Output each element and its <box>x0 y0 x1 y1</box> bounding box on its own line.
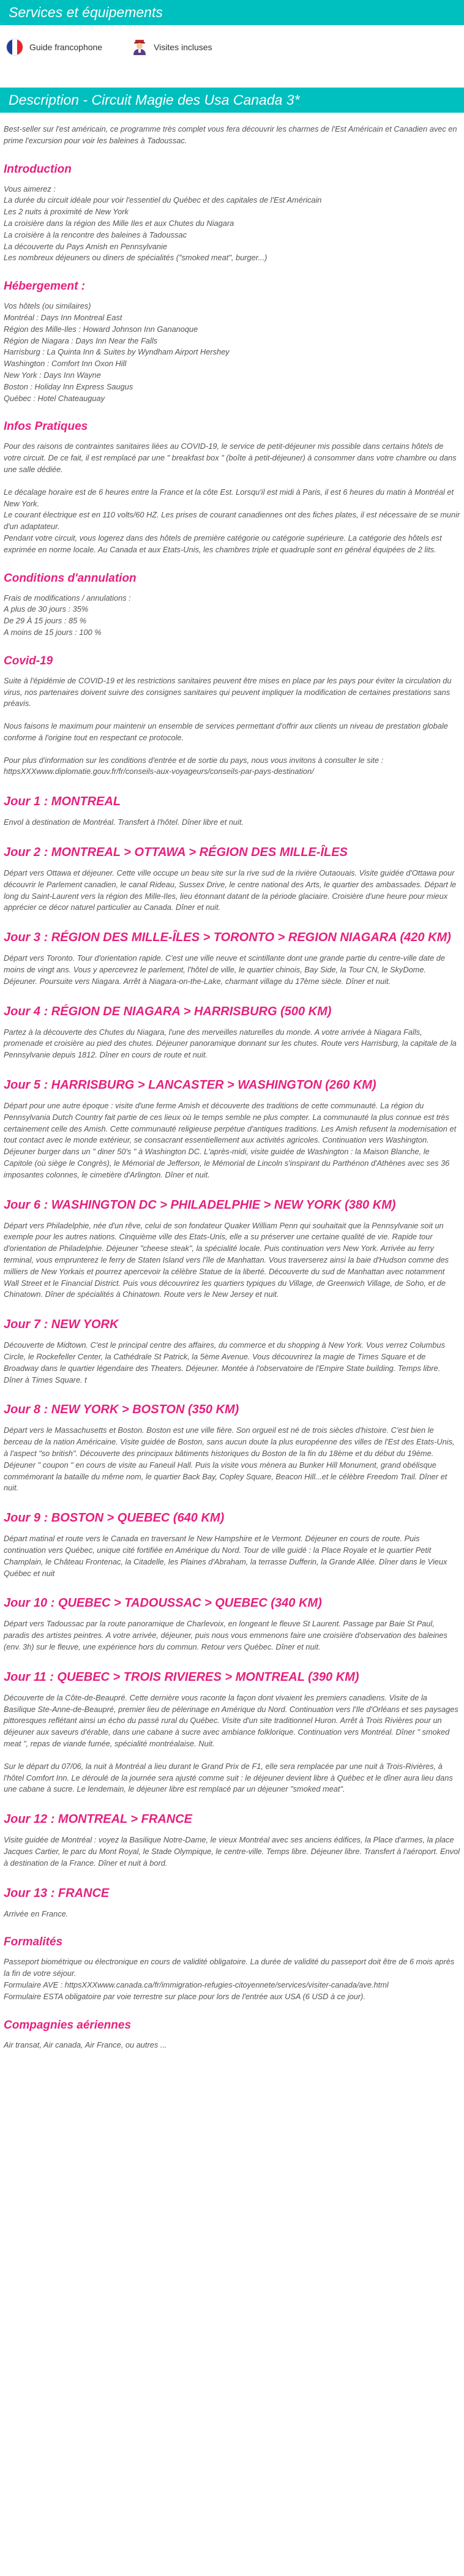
service-guide <box>6 39 102 56</box>
infos-timezone: Le décalage horaire est de 6 heures entre la France et la côte Est. Lorsqu'il est midi à Paris, il est 6 heures du matin à Montréal et New York. <box>4 487 454 508</box>
annulation-line: Frais de modifications / annulations : <box>4 593 131 603</box>
day-text: Départ vers Philadelphie, née d'un rêve, celui de son fondateur Quaker William Penn qui souhaitait que la Pennsylvanie soit un exemple pour les autres nations. Cinquième ville des Etats-Unis, elle a su préserver une certaine qualité de vie. Rapide tour d'orientation de Philadelphie. Déjeuner "cheese steak", la spécialité locale. Puis continuation vers New York. Arrivée au ferry terminal, vous emprunterez le ferry de Staten Island vers l'île de Manhattan. Vous traverserez ainsi la baie d'Hudson comme des milliers de New Yorkais et pourrez apercevoir la célèbre Statue de la liberté. Découverte du sud de Manhattan avec notamment Wall Street et le Financial District. Puis vous découvrirez les quartiers typiques du Village, de Greenwich Village, de Soho, et de Chinatown. Dîner de spécialités à Chinatown. Route vers le New Jersey et nuit. <box>4 1220 449 1299</box>
hebergement-list <box>4 301 460 404</box>
day-title: Jour 11 : QUEBEC > TROIS RIVIERES > MONTREAL (390 KM) <box>4 1670 359 1684</box>
compagnies-text: Air transat, Air canada, Air France, ou autres ... <box>4 2040 167 2049</box>
day-text: Départ vers le Massachusetts et Boston. Boston est une ville fière. Son orgueil est né de trois siècles d'histoire. C'est bien le berceau de la nation Américaine. Visite guidée de Boston, sans aucun doute la plus européenne des villes de l'Est des Etats-Unis, à l'aspect "so british". Découverte des principaux bâtiments historiques du Boston de la fin du 18ème et du début du 19ème. Déjeuner " coupon " en cours de visite au Faneuil Hall. Puis la visite vous mènera au Bunker Hill Monument, grand obélisque commémorant la bataille du même nom, le quartier Back Bay, Copley Square, Beacon Hill...et le célèbre Freedom Trail. Dîner et nuit. <box>4 1425 455 1493</box>
day-text: Envol à destination de Montréal. Transfert à l'hôtel. Dîner libre et nuit. <box>4 817 244 827</box>
day-title: Jour 4 : RÉGION DE NIAGARA > HARRISBURG (500 KM) <box>4 1004 332 1018</box>
day-title: Jour 2 : MONTREAL > OTTAWA > RÉGION DES MILLE-ÎLES <box>4 846 348 860</box>
day-title: Jour 5 : HARRISBURG > LANCASTER > WASHINGTON (260 KM) <box>4 1078 376 1092</box>
covid-link: httpsXXXwww.diplomatie.gouv.fr/fr/conseils-aux-voyageurs/conseils-par-pays-destination/ <box>4 767 314 776</box>
hotel-line: Montréal : Days Inn Montreal East <box>4 312 122 322</box>
hotel-line: Région de Niagara : Days Inn Near the Falls <box>4 336 158 345</box>
services-list <box>0 25 464 70</box>
infos-electricity: Le courant électrique est en 110 volts/60 HZ. Les prises de courant canadiennes ont des fiches plates, il est nécessaire de se munir d'un adaptateur. <box>4 510 460 531</box>
day-title: Jour 12 : MONTREAL > FRANCE <box>4 1812 192 1827</box>
day-title: Jour 7 : NEW YORK <box>4 1318 119 1332</box>
day-text: Arrivée en France. <box>4 1909 69 1918</box>
content <box>0 124 464 2051</box>
introduction-heading: Introduction <box>4 162 72 176</box>
service-visits <box>132 39 212 56</box>
guide-person-icon <box>132 39 148 56</box>
hotel-line: Vos hôtels (ou similaires) <box>4 301 91 311</box>
covid-restrictions: Suite à l'épidémie de COVID-19 et les restrictions sanitaires peuvent être mises en place par les pays pour éviter la circulation du virus, nos partenaires doivent suivre des consignes sanitaires qui peuvent impliquer la modification de certaines prestations sans préavis. <box>4 675 452 708</box>
covid-heading: Covid-19 <box>4 654 53 667</box>
france-flag-icon <box>6 39 23 56</box>
day-text: Partez à la découverte des Chutes du Niagara, l'une des merveilles naturelles du monde. A votre arrivée à Niagara Falls, promenade et croisière au pied des chutes. Déjeuner panoramique donnant sur les chutes. Route vers Harrisburg, la capitale de la Pennsylvanie depuis 1812. Dîner en cours de route et nuit. <box>4 1027 457 1060</box>
day-title: Jour 3 : RÉGION DES MILLE-ÎLES > TORONTO > REGION NIAGARA (420 KM) <box>4 931 451 945</box>
day-title: Jour 6 : WASHINGTON DC > PHILADELPHIE > NEW YORK (380 KM) <box>4 1198 396 1212</box>
formalite-line: Formulaire AVE : httpsXXXwww.canada.ca/fr/immigration-refugies-citoyennete/services/visiter-canada/ave.html <box>4 1980 389 1989</box>
introduction-line: La croisière dans la région des Mille Iles et aux Chutes du Niagara <box>4 218 234 228</box>
description-intro: Best-seller sur l'est américain, ce programme très complet vous fera découvrir les charmes de l'Est Américain et Canadien avec en prime l'excursion pour voir les baleines à Tadoussac. <box>4 124 457 145</box>
day-title: Jour 9 : BOSTON > QUEBEC (640 KM) <box>4 1511 225 1525</box>
day-title: Jour 8 : NEW YORK > BOSTON (350 KM) <box>4 1403 239 1417</box>
formalite-line: Formulaire ESTA obligatoire par voie terrestre sur place pour lors de l'entrée aux USA (6 USD à ce jour). <box>4 1991 365 2001</box>
covid-services: Nous faisons le maximum pour maintenir un ensemble de services permettant d'offrir aux clients un niveau de prestation globale conforme à l'origine tout en respectant ce protocole. <box>4 721 448 742</box>
hotel-line: Québec : Hotel Chateauguay <box>4 393 105 403</box>
annulation-heading: Conditions d'annulation <box>4 571 137 585</box>
introduction-line: Les nombreux déjeuners ou diners de spécialités ("smoked meat", burger...) <box>4 253 268 263</box>
introduction-line: La découverte du Pays Amish en Pennsylvanie <box>4 241 167 251</box>
service-guide-label: Guide francophone <box>29 42 103 52</box>
day-text: Départ matinal et route vers le Canada en traversant le New Hampshire et le Vermont. Déjeuner en cours de route. Puis continuation vers Québec, unique cité fortifiée en Amérique du Nord. Tour de ville guidé : la Place Royale et le quartier Petit Champlain, le Château Frontenac, la Citadelle, les Plaines d'Abraham, la terrasse Dufferin, la Grande Allée. Dîner dans le Vieux Québec et nuit <box>4 1534 447 1578</box>
introduction-line: Les 2 nuits à proximité de New York <box>4 207 129 217</box>
hotel-line: Harrisburg : La Quinta Inn & Suites by Wyndham Airport Hershey <box>4 347 230 357</box>
covid-info: Pour plus d'information sur les conditions d'entrée et de sortie du pays, nous vous invitons à consulter le site : <box>4 755 384 765</box>
day-text: Départ vers Toronto. Tour d'orientation rapide. C'est une ville neuve et scintillante dont une grande partie du centre-ville date de moins de vingt ans. Vous y apercevrez le parlement, l'hôtel de ville, le quartier chinois, Bay Side, la Tour CN, le SkyDome. Déjeuner. Poursuite vers Niagara. Arrêt à Niagara-on-the-Lake, charmant village du 17ème siècle. Dîner et nuit. <box>4 953 446 986</box>
day-note: Sur le départ du 07/06, la nuit à Montréal a lieu durant le Grand Prix de F1, elle sera remplacée par une nuit à Trois-Rivières, à l'hôtel Comfort Inn. Le déroulé de la journée sera ajusté comme suit : le déjeuner devient libre à Québec et le dîner aura lieu dans une cabane à sucre. Le lendemain, le déjeuner libre est remplacé par un déjeuner "smoked meat". <box>4 1761 453 1794</box>
annulation-list <box>4 593 460 639</box>
infos-breakfast: Pour des raisons de contraintes sanitaires liées au COVID-19, le service de petit-déjeuner mis possible dans certains hôtels de votre circuit. De ce fait, il est remplacé par une " breakfast box " (boîte à petit-déjeuner) à consommer dans votre chambre ou dans une salle dédiée. <box>4 441 457 474</box>
day-title: Jour 10 : QUEBEC > TADOUSSAC > QUEBEC (340 KM) <box>4 1596 322 1610</box>
day-text: Départ vers Tadoussac par la route panoramique de Charlevoix, en longeant le fleuve St Laurent. Passage par Baie St Paul, paradis des artistes peintres. A votre arrivée, déjeuner, puis nous vous emmenons faire une croisière d'observation des baleines (env. 3h) sur le fleuve, une expérience hors du commun. Retour vers Québec. Dîner et nuit. <box>4 1619 447 1651</box>
annulation-line: De 29 À 15 jours : 85 % <box>4 616 87 626</box>
introduction-line: Vous aimerez : <box>4 184 56 193</box>
annulation-line: A plus de 30 jours : 35% <box>4 604 89 614</box>
hotel-line: Washington : Comfort Inn Oxon Hill <box>4 359 127 369</box>
formalites-list <box>4 1956 460 2002</box>
hotel-line: New York : Days Inn Wayne <box>4 370 101 380</box>
hebergement-heading: Hébergement : <box>4 280 86 293</box>
day-text: Départ pour une autre époque : visite d'une ferme Amish et découverte des traditions de cette communauté. La région du Pennsylvania Dutch Country fait partie de ces lieux où le temps semble ne plus compter. La communauté la plus connue est très certainement celle des Amish. Cette communauté religieuse perpétue d'antiques traditions. Les Amish refusent la modernisation et tout contact avec le monde extérieur, se consacrant essentiellement aux activités agricoles. Continuation vers Washington. Déjeuner burger dans un " diner 50's " à Washington DC. L'après-midi, visite guidée de Washington : la Maison Blanche, le Capitole (où siège le Congrès), le Mémorial de Jefferson, le Mémorial de Lincoln s'inspirant du Parthénon d'Athènes avec ses 36 imposantes colonnes, le cimetière d'Arlington. Dîner et nuit. <box>4 1101 457 1179</box>
hotel-line: Région des Mille-Iles : Howard Johnson Inn Gananoque <box>4 324 198 334</box>
infos-heading: Infos Pratiques <box>4 420 88 434</box>
service-visits-label: Visites incluses <box>154 42 212 52</box>
day-text: Départ vers Ottawa et déjeuner. Cette ville occupe un beau site sur la rive sud de la rivière Outaouais. Visite guidée d'Ottawa pour découvrir le Parlement canadien, le canal Rideau, Sussex Drive, le centre national des Arts, le quartier des ambassades. Départ le long du Saint-Laurent vers la région des Mille-Iles, lieu étonnant datant de la période glaciaire. Croisière d'une heure pour mieux apprécier ce décor naturel particulier au Canada. Dîner et nuit. <box>4 868 457 912</box>
description-title: Description - Circuit Magie des Usa Canada 3* <box>0 88 464 113</box>
day-title: Jour 13 : FRANCE <box>4 1886 110 1900</box>
infos-hotels: Pendant votre circuit, vous logerez dans des hôtels de première catégorie ou catégorie supérieure. La catégorie des hôtels est exprimée en norme locale. Au Canada et aux Etats-Unis, les chambres triple et quadruple sont en général équipées de 2 lits. <box>4 533 442 554</box>
compagnies-heading: Compagnies aériennes <box>4 2018 132 2032</box>
formalite-line: Passeport biométrique ou électronique en cours de validité obligatoire. La durée de validité du passeport doit être de 6 mois après la fin de votre séjour. <box>4 1957 455 1978</box>
introduction-line: La croisière à la rencontre des baleines à Tadoussac <box>4 230 187 239</box>
day-text: Découverte de la Côte-de-Beaupré. Cette dernière vous raconte la façon dont vivaient les premiers canadiens. Visite de la Basilique Ste-Anne-de-Beaupré, premier lieu de pèlerinage en Amérique du Nord. Continuation vers l'Ile d'Orléans et ses paysages pittoresques reflétant ainsi un écho du passé rural du Québec. Visite d'un site traditionnel Huron. Arrêt à Trois Rivières pour un déjeuner aux saveurs d'érable, dans une cabane à sucre avec ambiance folklorique. Continuation vers Montréal. Dîner " smoked meat ", repas de viande fumée, spécialité montréalaise. Nuit. <box>4 1692 458 1748</box>
hotel-line: Boston : Holiday Inn Express Saugus <box>4 381 133 391</box>
introduction-list <box>4 184 460 265</box>
day-text: Découverte de Midtown. C'est le principal centre des affaires, du commerce et du shopping à New York. Vous verrez Columbus Circle, le Rockefeller Center, la Cathédrale St Patrick, la 5ème Avenue. Vous découvrirez la magie de Times Square et de Broadway dans le quartier légendaire des Theaters. Déjeuner. Montée à l'observatoire de l'Empire State building. Temps libre. Dîner à Times Square. t <box>4 1340 445 1384</box>
introduction-line: La durée du circuit idéale pour voir l'essentiel du Québec et des capitales de l'Est Américain <box>4 195 322 205</box>
day-title: Jour 1 : MONTREAL <box>4 795 121 809</box>
annulation-line: A moins de 15 jours : 100 % <box>4 627 102 637</box>
services-title: Services et équipements <box>0 0 464 25</box>
formalites-heading: Formalités <box>4 1936 63 1949</box>
day-text: Visite guidée de Montréal : voyez la Basilique Notre-Dame, le vieux Montréal avec ses anciens édifices, la Place d'armes, la place Jacques Cartier, le parc du Mont Royal, le Stade Olympique, le centre-ville. Temps libre. Déjeuner libre. Transfert à l'aéroport. Envol à destination de la France. Dîner et nuit à bord. <box>4 1835 460 1868</box>
itinerary <box>4 794 460 1920</box>
